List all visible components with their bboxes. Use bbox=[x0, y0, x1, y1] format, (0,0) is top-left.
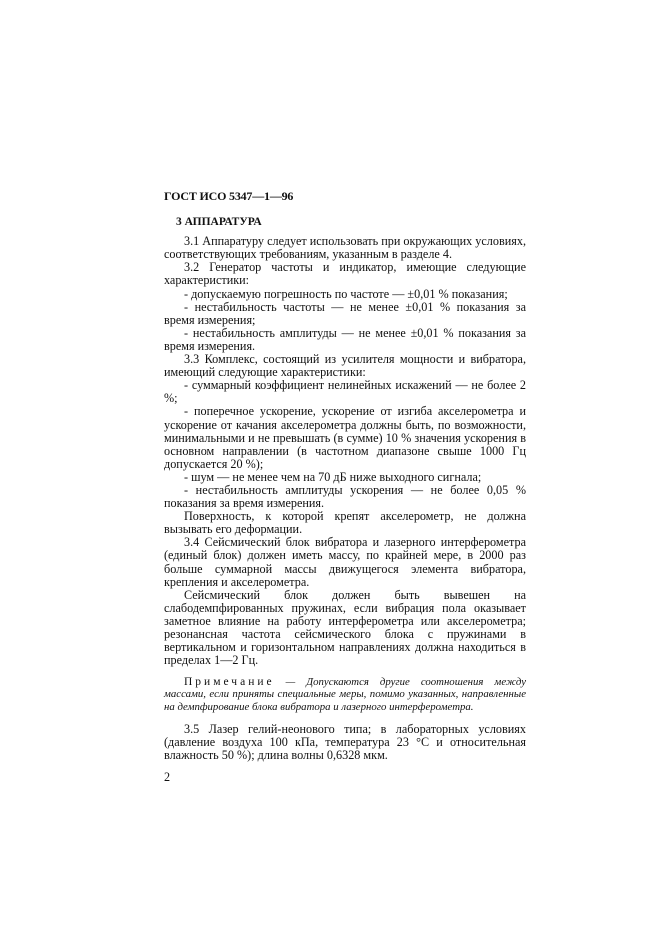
paragraph-3-3: 3.3 Комплекс, состоящий из усилителя мощности и вибратора, имеющий следующие характеристики: bbox=[164, 352, 526, 380]
note-text: — Допускаются другие соотношения между массами, если приняты специальные меры, помимо указанных, направленные на демпфирование блока вибратора и лазерного интерферометра. bbox=[164, 676, 526, 713]
section-title: 3 АППАРАТУРА bbox=[176, 216, 262, 229]
document-page bbox=[164, 190, 526, 784]
note-label: Примечание bbox=[184, 676, 275, 689]
list-item: - допускаемую погрешность по частоте — ±0,01 % показания; bbox=[184, 286, 508, 301]
document-id-header: ГОСТ ИСО 5347—1—96 bbox=[164, 189, 294, 203]
list-item: - нестабильность амплитуды ускорения — не более 0,05 % показания за время измерения. bbox=[164, 482, 526, 511]
list-item: - шум — не менее чем на 70 дБ ниже выходного сигнала; bbox=[184, 469, 482, 484]
paragraph-seismic-block: Сейсмический блок должен быть вывешен на слабодемпфированных пружинах, если вибрация пола оказывает заметное влияние на работу интерферометра или акселерометра; резонансная частота сейсмического блока с пружинами в вертикальном и горизонтальном направлениях должна находиться в пределах 1—2 Гц. bbox=[164, 587, 526, 668]
page-number: 2 bbox=[164, 770, 171, 785]
paragraph-3-2: 3.2 Генератор частоты и индикатор, имеющие следующие характеристики: bbox=[164, 260, 526, 288]
list-item: - суммарный коэффициент нелинейных искажений — не более 2 %; bbox=[164, 378, 526, 406]
paragraph-surface: Поверхность, к которой крепят акселерометр, не должна вызывать его деформации. bbox=[164, 509, 526, 537]
paragraph-3-5: 3.5 Лазер гелий-неонового типа; в лабораторных условиях (давление воздуха 100 кПа, температура 23 °С и относительная влажность 50 %); длина волны 0,6328 мкм. bbox=[164, 721, 526, 763]
list-item: - нестабильность частоты — не менее ±0,01 % показания за время измерения; bbox=[164, 299, 526, 327]
paragraph-3-1: 3.1 Аппаратуру следует использовать при окружающих условиях, соответствующих требованиям, указанным в разделе 4. bbox=[164, 234, 526, 262]
paragraph-3-4: 3.4 Сейсмический блок вибратора и лазерного интерферометра (единый блок) должен иметь массу, по крайней мере, в 2000 раз больше суммарной массы движущегося элемента вибратора, крепления и акселерометра. bbox=[164, 535, 526, 589]
list-item: - нестабильность амплитуды — не менее ±0,01 % показания за время измерения. bbox=[164, 325, 526, 353]
note bbox=[164, 676, 526, 713]
list-item: - поперечное ускорение, ускорение от изгиба акселерометра и ускорение от качания акселерометра должны быть, по возможности, минимальными и не превышать (в сумме) 10 % значения ускорения в основном направлении (в частотном диапазоне свыше 1000 Гц допускается 20 %); bbox=[164, 404, 526, 471]
